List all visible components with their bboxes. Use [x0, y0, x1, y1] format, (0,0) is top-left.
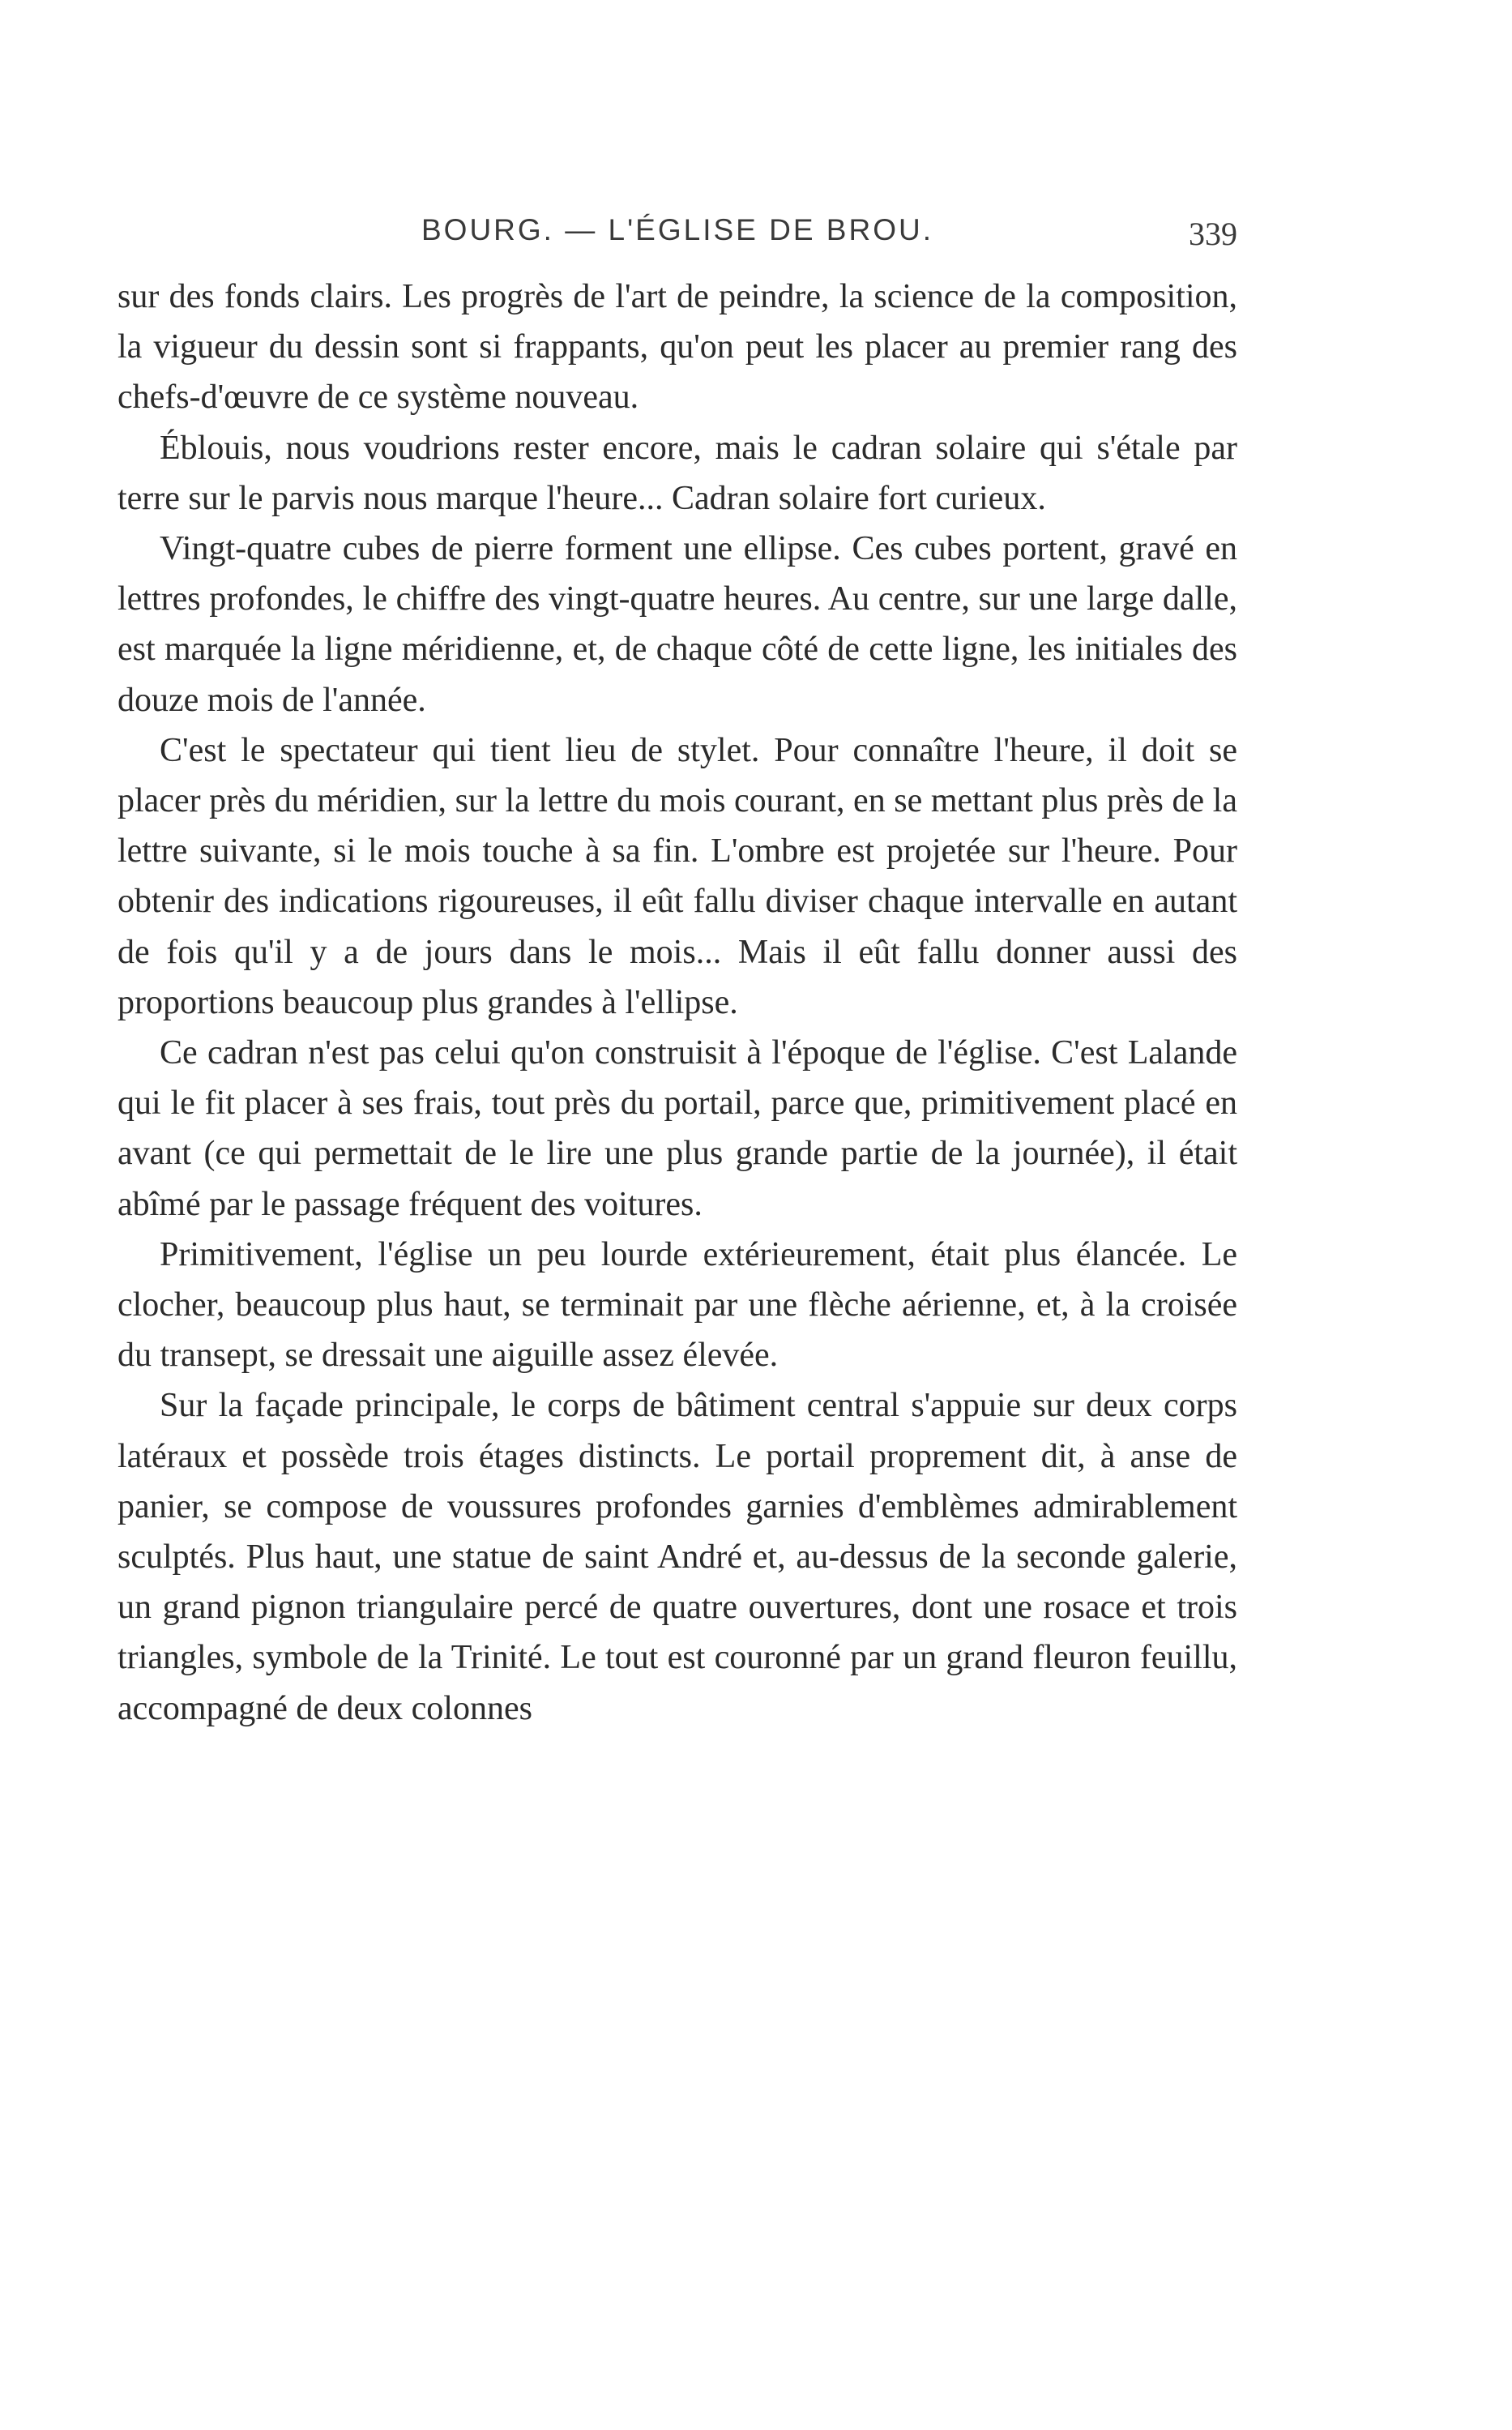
running-title: BOURG. — L'ÉGLISE DE BROU. — [421, 213, 933, 246]
paragraph: C'est le spectateur qui tient lieu de stylet. Pour connaître l'heure, il doit se placer près du méridien, sur la lettre du mois courant, en se mettant plus près de la lettre suivante, si le mois touche à sa fin. L'ombre est projetée sur l'heure. Pour obtenir des indications rigoureuses, il eût fallu diviser chaque intervalle en autant de fois qu'il y a de jours dans le mois... Mais il eût fallu donner aussi des proportions beaucoup plus grandes à l'ellipse. — [117, 731, 1237, 1021]
paragraph: Vingt-quatre cubes de pierre forment une ellipse. Ces cubes portent, gravé en lettres profondes, le chiffre des vingt-quatre heures. Au centre, sur une large dalle, est marquée la ligne méridienne, et, de chaque côté de cette ligne, les initiales des douze mois de l'année. — [117, 530, 1237, 719]
paragraph: sur des fonds clairs. Les progrès de l'art de peindre, la science de la composition, la vigueur du dessin sont si frappants, qu'on peut les placer au premier rang des chefs-d'œuvre de ce système nouveau. — [117, 278, 1237, 417]
running-head — [117, 213, 1237, 262]
paragraph: Sur la façade principale, le corps de bâtiment central s'appuie sur deux corps latéraux et possède trois étages distincts. Le portail proprement dit, à anse de panier, se compose de voussures profondes garnies d'emblèmes admirablement sculptés. Plus haut, une statue de saint André et, au-dessus de la seconde galerie, un grand pignon triangulaire percé de quatre ouvertures, dont une rosace et trois triangles, symbole de la Trinité. Le tout est couronné par un grand fleuron feuillu, accompagné de deux colonnes — [117, 1387, 1237, 1727]
body-text — [117, 272, 1237, 1734]
paragraph: Ce cadran n'est pas celui qu'on construisit à l'époque de l'église. C'est Lalande qui le fit placer à ses frais, tout près du portail, parce que, primitivement placé en avant (ce qui permettait de le lire une plus grande partie de la journée), il était abîmé par le passage fréquent des voitures. — [117, 1034, 1237, 1223]
paragraph: Éblouis, nous voudrions rester encore, mais le cadran solaire qui s'étale par terre sur le parvis nous marque l'heure... Cadran solaire fort curieux. — [117, 429, 1237, 517]
paragraph: Primitivement, l'église un peu lourde extérieurement, était plus élancée. Le clocher, beaucoup plus haut, se terminait par une flèche aérienne, et, à la croisée du transept, se dressait une aiguille assez élevée. — [117, 1235, 1237, 1375]
page-number: 339 — [1189, 216, 1237, 252]
